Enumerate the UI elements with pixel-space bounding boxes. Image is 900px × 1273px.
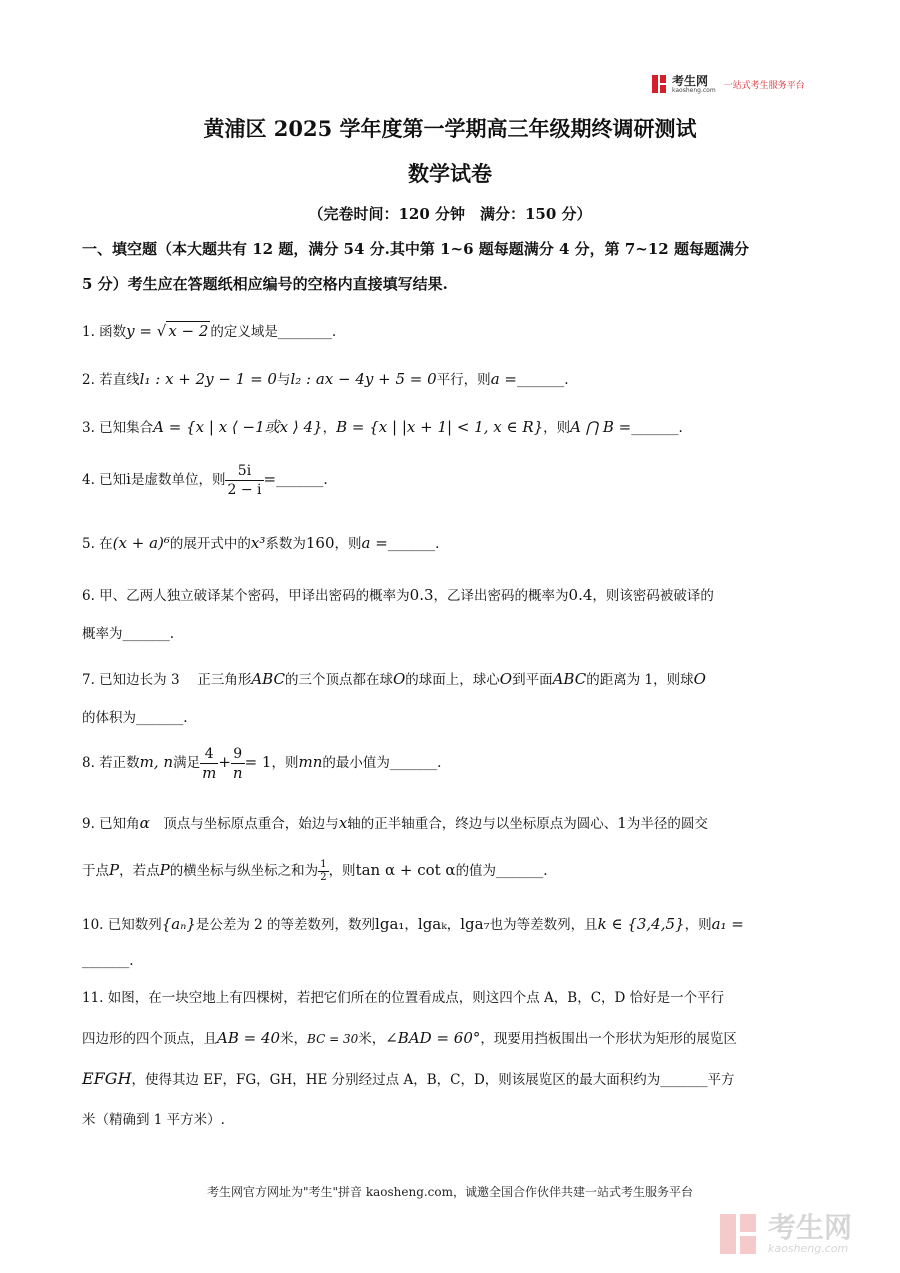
- brand-slogan: 一站式考生服务平台: [723, 80, 805, 91]
- exam-title: 黄浦区 2025 学年度第一学期高三年级期终调研测试: [203, 116, 697, 141]
- q2-line1: l₁ : x + 2y − 1 = 0: [139, 370, 277, 388]
- question-9: 9. 已知角α 顶点与坐标原点重合，始边与x轴的正半轴重合，终边与以坐标原点为圆心、1为半径的圆交: [82, 814, 708, 832]
- section-heading-line1: 一、填空题（本大题共有 12 题，满分 54 分.其中第 1~6 题每题满分 4 分，第 7~12 题每题满分: [82, 240, 749, 258]
- question-4: 4. 已知i是虚数单位，则 $\frac{5i}{2 - i}$ =_______.: [82, 463, 328, 498]
- question-8: 8. 若正数m, n满足 $\frac{4}{m}$ + $\frac{9}{n}$ = 1，则mn的最小值为_______.: [82, 746, 442, 782]
- q1-formula: y = √ x − 2: [126, 322, 209, 340]
- brand-domain: kaosheng.com: [672, 86, 716, 94]
- question-7: 7. 已知边长为 3 正三角形ABC的三个顶点都在球O的球面上，球心O到平面ABC的距离为 1，则球O 的体积为_______.: [82, 670, 706, 726]
- question-3: 3. 已知集合A = {x | x ⟨ −1或x ⟩ 4}，B = {x | |x + 1| < 1, x ∈ R}，则A ⋂ B =_______.: [82, 418, 683, 436]
- footer-note: 考生网官方网址为"考生"拼音 kaosheng.com，诚邀全国合作伙伴共建一站式考生服务平台: [206, 1185, 694, 1199]
- brand-logo: [652, 73, 805, 95]
- q4-fraction: $\frac{5i}{2 - i}$: [227, 463, 262, 498]
- brand-watermark: 考生网 kaosheng.com: [720, 1213, 852, 1255]
- brand-logo-icon: [652, 75, 666, 93]
- section-heading-line2: 5 分）考生应在答题纸相应编号的空格内直接填写结果.: [82, 275, 448, 293]
- question-6: 6. 甲、乙两人独立破译某个密码，甲译出密码的概率为0.3，乙译出密码的概率为0.4，则该密码被破译的 概率为_______.: [82, 586, 714, 642]
- brand-watermark-icon: [720, 1214, 760, 1254]
- exam-info: （完卷时间：120 分钟 满分：150 分）: [308, 205, 592, 223]
- question-1: 1. 函数y = √ x − 2 的定义域是________.: [82, 322, 337, 340]
- question-10: 10. 已知数列{aₙ}是公差为 2 的等差数列，数列lga₁，lgaₖ，lga₇也为等差数列，且k ∈ {3,4,5}，则a₁ = _______.: [82, 915, 744, 969]
- q3-set-a: A = {x | x ⟨ −1或x ⟩ 4}: [153, 418, 323, 436]
- exam-subtitle: 数学试卷: [408, 161, 492, 186]
- brand-name: 考生网: [672, 73, 709, 88]
- question-11: 11. 如图，在一块空地上有四棵树，若把它们所在的位置看成点，则这四个点 A，B，C，D 恰好是一个平行 四边形的四个顶点，且AB = 40米，BC = 30米，∠BAD = 60°，现要用挡板围出一个形状为矩形的展览区 EFGH，使得其边 EF，FG，GH，HE 分别经过点 A，B，C，D，则该展览区的最大面积约为_______平方 米（精确到 1 平方米）.: [82, 990, 737, 1128]
- section-heading: [82, 232, 822, 302]
- question-5: 5. 在(x + a)⁶的展开式中的x³系数为160，则a =_______.: [82, 534, 440, 552]
- question-2: 2. 若直线l₁ : x + 2y − 1 = 0与l₂ : ax − 4y + 5 = 0平行，则a =_______.: [82, 370, 569, 388]
- question-9-cont: 于点P，若点P的横坐标与纵坐标之和为 $\frac{1}{2}$ ，则tan α + cot α的值为_______.: [82, 859, 548, 883]
- q2-line2: l₂ : ax − 4y + 5 = 0: [290, 370, 437, 388]
- q3-set-b: B = {x | |x + 1| < 1, x ∈ R}: [336, 418, 544, 436]
